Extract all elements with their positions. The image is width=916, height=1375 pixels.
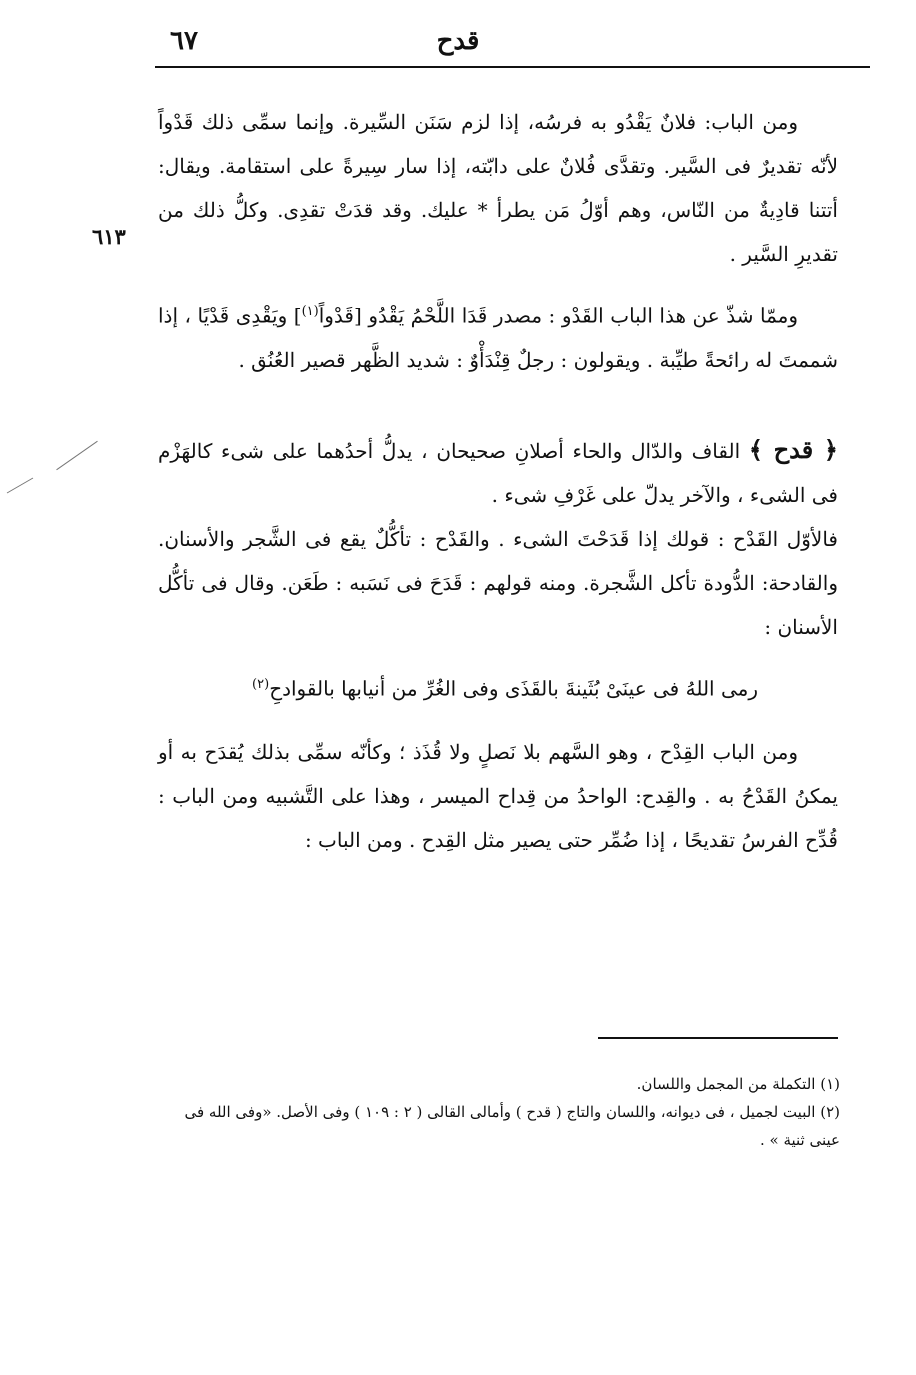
spacer <box>158 276 838 290</box>
main-text <box>158 100 838 862</box>
footnote-ref: (٢) <box>252 676 270 692</box>
entry-paragraph <box>158 428 838 517</box>
footnote-ref: (١) <box>301 304 319 319</box>
footnote-rule <box>598 1037 838 1039</box>
page-number: ٦٧ <box>170 26 198 56</box>
margin-reference-number: ٦١٣ <box>92 224 126 249</box>
paragraph-part: ] ويَقْدِى قَدْيًا ، إذا شممتَ له رائحةً طيِّبة . ويقولون : رجلٌ قِنْدَأْوٌ : شديد الظَّهر قصير العُنُق . <box>158 303 838 372</box>
paragraph-part: وممّا شذّ عن هذا الباب القَدْو : مصدر قَدَا اللَّحْمُ يَقْدُو [قَدْواً <box>318 303 798 328</box>
paragraph: ومن الباب القِدْح ، وهو السَّهم بلا نَصلٍ ولا قُذَذ ؛ وكأنّه سمِّى بذلك يُقدَح به أو يمكنُ القَدْحُ به . والقِدح: الواحدُ من قِداح الميسر ، وهذا على التَّشبيه ومن الباب : قُدِّح الفرسُ تقديحًا ، إذا ضُمِّر حتى يصير مثل القِدح . ومن الباب : <box>158 740 838 853</box>
paragraph-part: القاف والدّال والحاء أصلانِ صحيحان ، يدلُّ أحدُهما على شىء كالهَزْم فى الشىء ، والآخر يدلّ على غَرْفِ شىء . <box>158 438 838 507</box>
margin-stroke <box>56 441 98 470</box>
verse <box>158 663 838 711</box>
spacer <box>158 382 838 428</box>
margin-stroke <box>7 478 33 494</box>
paragraph: فالأوّل القَدْح : قولك إذا قَدَحْتَ الشىء . والقَدْح : تأكُّلٌ يقع فى الشَّجر والأسنان. والقادحة: الدُّودة تأكل الشَّجرة. ومنه قولهم : قَدَحَ فى نَسَبه : طَعَن. وقال فى تأكُّل الأسنان : <box>158 526 838 639</box>
headword: ﴿ قدح ﴾ <box>748 434 838 464</box>
page-header-title: قدح <box>436 26 480 56</box>
paragraph <box>158 290 838 382</box>
footnotes <box>150 1070 840 1154</box>
paragraph: ومن الباب: فلانٌ يَقْدُو به فرسُه، إذا لزم سَنَن السِّيرة. وإنما سمِّى ذلك قَدْواً لأنّه تقديرٌ فى السَّير. وتقدَّى فُلانٌ على دابّته، إذا سار سِيرةً على استقامة. ويقال: أتتنا قادِيةٌ من النّاس، وهم أوّلُ مَن يطرأ * عليك. وقد قدَتْ تقدِى. وكلُّ ذلك من تقديرِ السَّير . <box>158 110 838 266</box>
footnote: (١) التكملة من المجمل واللسان. <box>636 1075 840 1093</box>
header-rule <box>155 66 870 68</box>
verse-text: رمى اللهُ فى عينَىْ بُثَينةَ بالقَذَى وفى الغُرِّ من أنيابها بالقوادحِ <box>269 676 758 701</box>
footnote: (٢) البيت لجميل ، فى ديوانه، واللسان والتاج ( قدح ) وأمالى القالى ( ٢ : ١٠٩ ) وفى الأصل. «وفى الله فى عينى ثنية » . <box>184 1103 840 1149</box>
